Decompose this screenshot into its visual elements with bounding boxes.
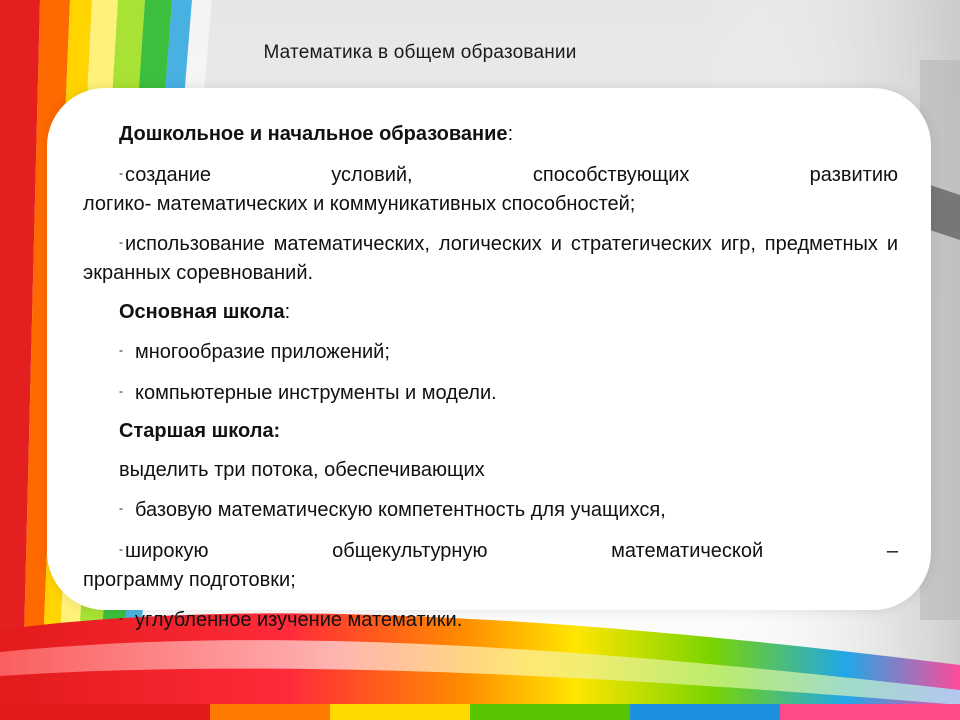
preschool-item-2-text: использование математических, логических и стратегических игр, предметных и экранных соревнований. xyxy=(83,233,898,284)
preschool-item-1-line-1: создание условий, способствующих развитию xyxy=(125,163,898,186)
preschool-item-1-continued xyxy=(83,190,898,219)
senior-heading: Старшая школа: xyxy=(119,420,281,442)
basic-heading: Основная школа xyxy=(119,300,285,323)
dash-bullet-icon: - xyxy=(119,343,123,357)
preschool-item-1-line-2: логико- математических и коммуникативных способностей; xyxy=(83,192,636,215)
basic-heading-colon: : xyxy=(284,300,291,323)
senior-item-3-text: углубленное изучение математики. xyxy=(135,609,463,631)
senior-heading-paragraph xyxy=(83,417,898,446)
senior-item-2-continued xyxy=(83,566,898,595)
senior-item-2-line-2: программу подготовки; xyxy=(83,568,296,591)
dash-bullet-icon: - xyxy=(119,383,123,398)
dash-bullet-icon: - xyxy=(119,541,123,556)
dash-bullet-icon: - xyxy=(119,611,123,625)
senior-item-1 xyxy=(83,494,898,525)
dash-bullet-icon: - xyxy=(119,165,123,180)
preschool-heading: Дошкольное и начальное образование xyxy=(119,123,508,145)
dash-bullet-icon: - xyxy=(119,235,123,249)
slide-text-body xyxy=(83,120,898,645)
basic-item-2 xyxy=(83,377,898,408)
senior-item-1-text: базовую математическую компетентность для учащихся, xyxy=(135,499,666,521)
basic-item-1-text: многообразие приложений; xyxy=(135,341,390,363)
basic-item-1 xyxy=(83,336,898,367)
preschool-heading-colon: : xyxy=(507,123,514,145)
slide-title: Математика в общем образовании xyxy=(263,42,577,63)
senior-intro: выделить три потока, обеспечивающих xyxy=(119,458,485,481)
basic-item-2-text: компьютерные инструменты и модели. xyxy=(135,381,497,404)
senior-item-2 xyxy=(83,535,898,566)
preschool-item-2 xyxy=(83,228,898,288)
basic-heading-paragraph xyxy=(83,298,898,327)
senior-item-2-line-1: широкую общекультурную математической – xyxy=(125,539,898,562)
preschool-item-1 xyxy=(83,159,898,190)
senior-item-3 xyxy=(83,604,898,635)
preschool-heading-paragraph xyxy=(83,120,898,149)
dash-bullet-icon: - xyxy=(119,501,123,515)
